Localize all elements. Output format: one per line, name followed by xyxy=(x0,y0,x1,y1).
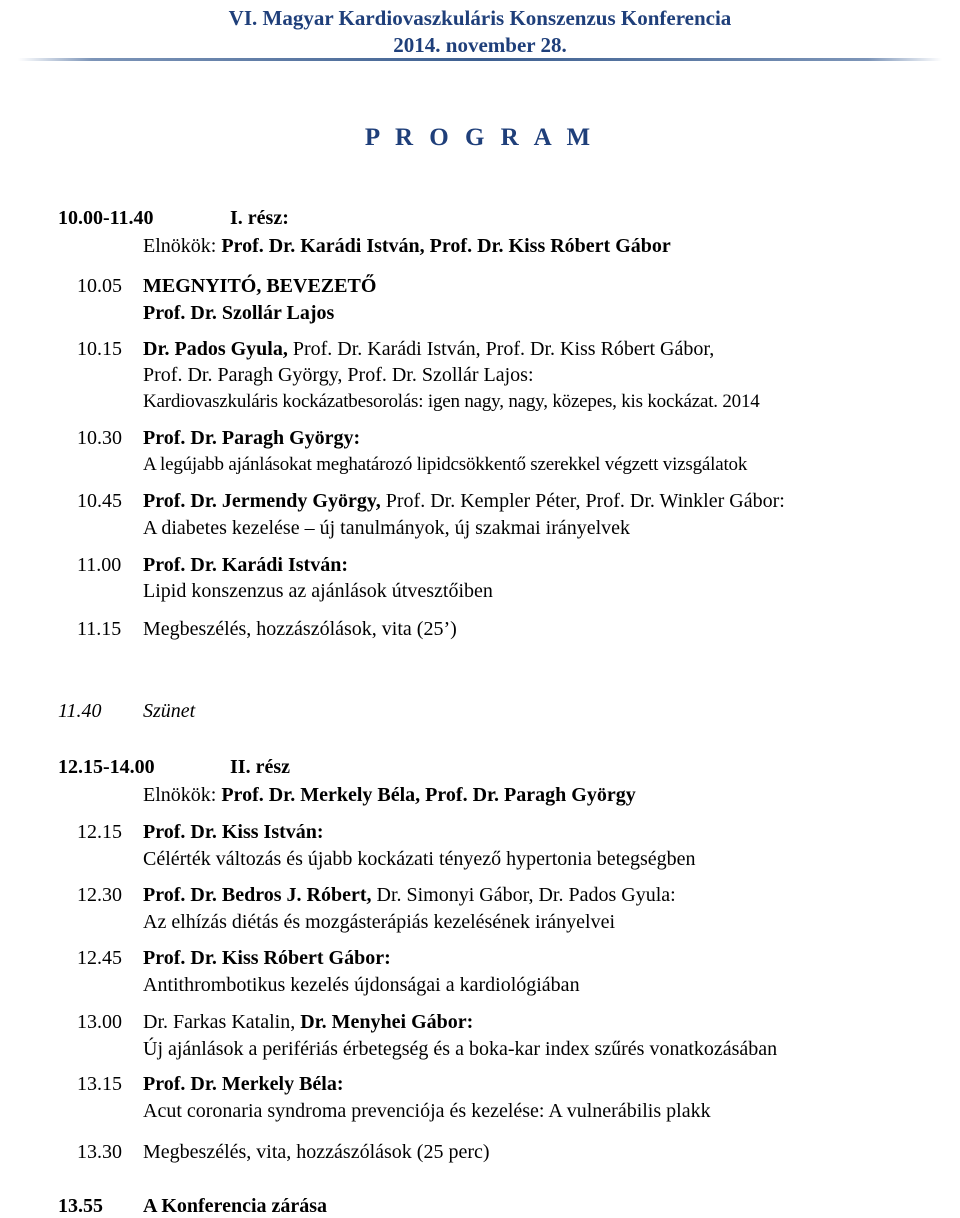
session-topic: A legújabb ajánlásokat meghatározó lipidcsökkentő szerekkel végzett vizsgálatok xyxy=(143,454,748,475)
part2-label: II. rész xyxy=(230,756,290,778)
speaker-bold: Dr. Pados Gyula, xyxy=(143,338,288,360)
session-topic: Megbeszélés, vita, hozzászólások (25 perc) xyxy=(143,1141,490,1163)
session-time: 10.05 xyxy=(77,275,122,297)
session-speaker: Prof. Dr. Kiss Róbert Gábor: xyxy=(143,947,391,969)
session-time: 10.15 xyxy=(77,338,122,360)
session-time: 11.00 xyxy=(77,554,122,576)
part1-time: 10.00-11.40 xyxy=(58,207,154,229)
session-speaker: Prof. Dr. Paragh György: xyxy=(143,427,361,449)
part1-chairs xyxy=(143,235,671,258)
speaker-bold: Prof. Dr. Bedros J. Róbert, xyxy=(143,884,372,906)
session-speakers xyxy=(143,1011,473,1034)
session-speaker: Prof. Dr. Szollár Lajos xyxy=(143,302,335,324)
session-speaker: Prof. Dr. Kiss István: xyxy=(143,821,324,843)
session-topic: Az elhízás diétás és mozgásterápiás kezelésének irányelvei xyxy=(143,911,616,933)
speaker-rest: Dr. Farkas Katalin, xyxy=(143,1011,301,1033)
session-speakers xyxy=(143,884,676,907)
header-divider xyxy=(18,58,942,61)
closing-label: A Konferencia zárása xyxy=(143,1195,328,1217)
speaker-rest: Prof. Dr. Karádi István, Prof. Dr. Kiss Róbert Gábor, xyxy=(287,338,715,360)
session-topic: Kardiovaszkuláris kockázatbesorolás: igen nagy, nagy, közepes, kis kockázat. 2014 xyxy=(143,391,760,412)
part2-chairs xyxy=(143,784,636,807)
part2-time: 12.15-14.00 xyxy=(58,756,155,778)
session-topic: Megbeszélés, hozzászólások, vita (25’) xyxy=(143,618,457,640)
session-speaker: Prof. Dr. Merkely Béla: xyxy=(143,1073,344,1095)
session-title: MEGNYITÓ, BEVEZETŐ xyxy=(143,275,377,297)
session-time: 13.15 xyxy=(77,1073,122,1095)
session-speakers xyxy=(143,338,714,361)
break-time: 11.40 xyxy=(58,700,102,722)
program-heading: P R O G R A M xyxy=(364,124,596,151)
closing-time: 13.55 xyxy=(58,1195,103,1217)
session-time: 13.30 xyxy=(77,1141,122,1163)
speaker-bold: Dr. Menyhei Gábor: xyxy=(300,1011,474,1033)
chairs-prefix: Elnökök: xyxy=(143,235,222,257)
chairs-names: Prof. Dr. Karádi István, Prof. Dr. Kiss Róbert Gábor xyxy=(221,235,671,257)
session-time: 11.15 xyxy=(77,618,122,640)
speaker-rest: Dr. Simonyi Gábor, Dr. Pados Gyula: xyxy=(371,884,676,906)
session-time: 12.15 xyxy=(77,821,122,843)
speaker-rest: Prof. Dr. Kempler Péter, Prof. Dr. Winkler Gábor: xyxy=(380,490,785,512)
session-topic: Új ajánlások a perifériás érbetegség és a boka-kar index szűrés vonatkozásában xyxy=(143,1038,778,1060)
speaker-bold: Prof. Dr. Jermendy György, xyxy=(143,490,381,512)
break-label: Szünet xyxy=(143,700,196,722)
session-topic: Antithrombotikus kezelés újdonságai a kardiológiában xyxy=(143,974,580,996)
session-topic: Célérték változás és újabb kockázati tényező hypertonia betegségben xyxy=(143,848,696,870)
conference-date: 2014. november 28. xyxy=(393,33,567,57)
session-speaker: Prof. Dr. Karádi István: xyxy=(143,554,348,576)
session-time: 12.45 xyxy=(77,947,122,969)
session-time: 10.30 xyxy=(77,427,122,449)
session-topic: Acut coronaria syndroma prevenciója és kezelése: A vulnerábilis plakk xyxy=(143,1100,711,1122)
session-time: 10.45 xyxy=(77,490,122,512)
session-topic: Lipid konszenzus az ajánlások útvesztőiben xyxy=(143,580,493,602)
conference-title: VI. Magyar Kardiovaszkuláris Konszenzus Konferencia xyxy=(228,6,732,30)
part1-label: I. rész: xyxy=(230,207,289,229)
chairs-prefix: Elnökök: xyxy=(143,784,222,806)
session-time: 12.30 xyxy=(77,884,122,906)
session-speakers xyxy=(143,490,785,513)
session-topic: A diabetes kezelése – új tanulmányok, új szakmai irányelvek xyxy=(143,517,631,539)
chairs-names: Prof. Dr. Merkely Béla, Prof. Dr. Paragh György xyxy=(221,784,636,806)
session-time: 13.00 xyxy=(77,1011,122,1033)
session-speakers-line2: Prof. Dr. Paragh György, Prof. Dr. Szollár Lajos: xyxy=(143,364,534,386)
